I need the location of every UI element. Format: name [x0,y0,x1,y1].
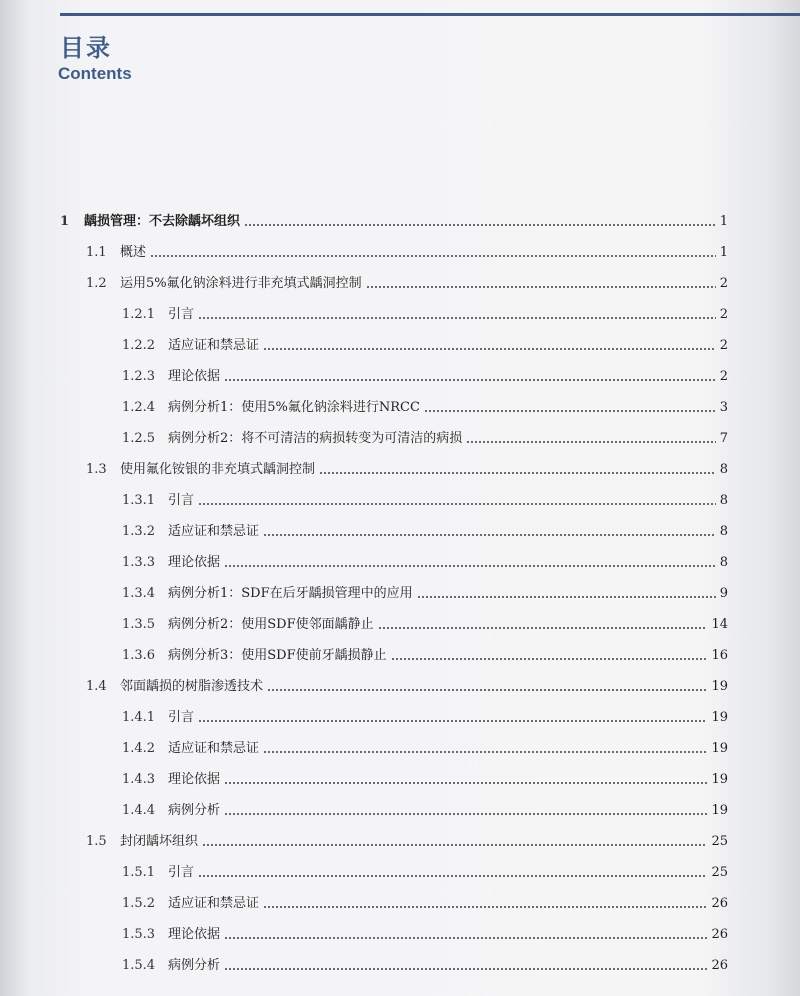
dot-leader [319,469,716,477]
toc-entry-page: 26 [711,896,728,911]
toc-entry-number: 1.3.5 [122,617,156,632]
toc-entry[interactable] [86,242,728,264]
toc-entry-page: 8 [719,555,728,570]
toc-entry-page: 2 [719,338,728,353]
toc-entry-page: 3 [719,400,728,415]
toc-entry[interactable] [122,800,728,822]
toc-entry-page: 19 [711,710,728,725]
toc-entry-page: 9 [719,586,728,601]
toc-entry-title: 适应证和禁忌证 [168,741,260,756]
dot-leader [366,283,716,291]
toc-entry[interactable] [122,304,728,326]
toc-entry[interactable] [122,955,728,977]
toc-entry-number: 1.5 [86,834,107,849]
toc-entry-title: 封闭龋坏组织 [120,834,199,849]
toc-entry-page: 1 [719,214,728,229]
toc-entry[interactable] [86,459,728,481]
toc-entry-number: 1.4.4 [122,803,156,818]
dot-leader [202,841,707,849]
toc-entry-page: 2 [719,276,728,291]
toc-entry-number: 1.2.2 [122,338,156,353]
dot-leader [198,717,707,725]
dot-leader [224,562,716,570]
toc-entry[interactable] [86,831,728,853]
toc-entry[interactable] [122,583,728,605]
toc-entry-number: 1.2.1 [122,307,156,322]
toc-entry-number: 1.3.2 [122,524,156,539]
dot-leader [263,903,707,911]
toc-entry-number: 1.2.4 [122,400,156,415]
toc-entry-title: 引言 [168,865,195,880]
toc-entry-number: 1.4 [86,679,107,694]
toc-entry-number: 1 [60,214,70,229]
toc-entry-title: 理论依据 [168,772,221,787]
toc-entry-number: 1.3.6 [122,648,156,663]
dot-leader [267,686,707,694]
toc-entry-title: 病例分析 [168,803,221,818]
toc-entry-page: 1 [719,245,728,260]
dot-leader [198,500,716,508]
toc-entry-title: 概述 [120,245,147,260]
toc-entry-title: 病例分析1：SDF在后牙龋损管理中的应用 [168,586,413,601]
dot-leader [198,872,707,880]
toc-entry-number: 1.4.3 [122,772,156,787]
toc-entry-title: 邻面龋损的树脂渗透技术 [120,679,264,694]
toc-entry[interactable] [122,738,728,760]
toc-entry[interactable] [122,552,728,574]
toc-entry[interactable] [86,273,728,295]
toc-entry-number: 1.4.1 [122,710,156,725]
dot-leader [224,934,707,942]
toc-entry-title: 病例分析3：使用SDF使前牙龋损静止 [168,648,387,663]
toc-entry-number: 1.2.3 [122,369,156,384]
toc-entry-title: 运用5%氟化钠涂料进行非充填式龋洞控制 [120,276,362,291]
toc-entry-page: 8 [719,524,728,539]
toc-entry-title: 病例分析2：将不可清洁的病损转变为可清洁的病损 [168,431,463,446]
dot-leader [466,438,715,446]
toc-entry[interactable] [122,335,728,357]
toc-entry-number: 1.5.1 [122,865,156,880]
toc-entry-page: 14 [711,617,728,632]
toc-entry-number: 1.2.5 [122,431,156,446]
dot-leader [198,314,716,322]
toc-entry-page: 8 [719,462,728,477]
toc-entry-number: 1.5.2 [122,896,156,911]
dot-leader [263,531,716,539]
toc-entry-title: 病例分析1：使用5%氟化钠涂料进行NRCC [168,400,420,415]
toc-entry[interactable] [122,707,728,729]
dot-leader [150,252,716,260]
dot-leader [224,810,707,818]
toc-entry[interactable] [122,862,728,884]
toc-entry-page: 8 [719,493,728,508]
toc-entry-title: 适应证和禁忌证 [168,524,260,539]
toc-entry-title: 龋损管理：不去除龋坏组织 [84,214,241,229]
toc-entry-title: 引言 [168,710,195,725]
toc-entry-title: 使用氟化铵银的非充填式龋洞控制 [120,462,316,477]
toc-entry-title: 病例分析 [168,958,221,973]
toc-entry-number: 1.1 [86,245,107,260]
dot-leader [417,593,716,601]
toc-entry-title: 适应证和禁忌证 [168,338,260,353]
toc-entry[interactable] [122,893,728,915]
toc-entry-page: 26 [711,927,728,942]
dot-leader [224,965,707,973]
toc-entry-number: 1.3 [86,462,107,477]
toc-entry-title: 病例分析2：使用SDF使邻面龋静止 [168,617,374,632]
toc-entry-title: 适应证和禁忌证 [168,896,260,911]
toc-entry[interactable] [122,366,728,388]
dot-leader [224,376,716,384]
toc-entry[interactable] [122,397,728,419]
dot-leader [244,221,716,229]
toc-entry-title: 引言 [168,307,195,322]
toc-entry-page: 25 [711,865,728,880]
toc-entry-page: 19 [711,803,728,818]
toc-entry[interactable] [86,676,728,698]
toc-entry[interactable] [60,211,728,233]
dot-leader [263,345,716,353]
toc-entry-page: 16 [711,648,728,663]
contents-title-en: Contents [58,64,132,83]
toc-entry-number: 1.3.4 [122,586,156,601]
toc-entry-number: 1.3.3 [122,555,156,570]
toc-entry[interactable] [122,769,728,791]
toc-entry[interactable] [122,428,728,450]
toc-entry-number: 1.4.2 [122,741,156,756]
toc-entry[interactable] [122,521,728,543]
toc-entry[interactable] [122,645,728,667]
toc-entry[interactable] [122,490,728,512]
dot-leader [224,779,707,787]
toc-entry-page: 19 [711,679,728,694]
toc-entry-page: 7 [719,431,728,446]
toc-entry-page: 2 [719,307,728,322]
toc-entry-number: 1.2 [86,276,107,291]
toc-entry-page: 2 [719,369,728,384]
toc-entry-page: 19 [711,741,728,756]
toc-entry-title: 理论依据 [168,555,221,570]
toc-entry-page: 19 [711,772,728,787]
dot-leader [424,407,716,415]
contents-title-cn: 目录 [60,34,112,62]
toc-entry[interactable] [122,614,728,636]
toc-entry-page: 26 [711,958,728,973]
dot-leader [391,655,708,663]
toc-entry-title: 引言 [168,493,195,508]
toc-entry-title: 理论依据 [168,927,221,942]
toc-entry-number: 1.3.1 [122,493,156,508]
dot-leader [378,624,708,632]
toc-entry[interactable] [122,924,728,946]
toc-entry-number: 1.5.4 [122,958,156,973]
toc-entry-title: 理论依据 [168,369,221,384]
toc-entry-number: 1.5.3 [122,927,156,942]
dot-leader [263,748,707,756]
toc-entry-page: 25 [711,834,728,849]
